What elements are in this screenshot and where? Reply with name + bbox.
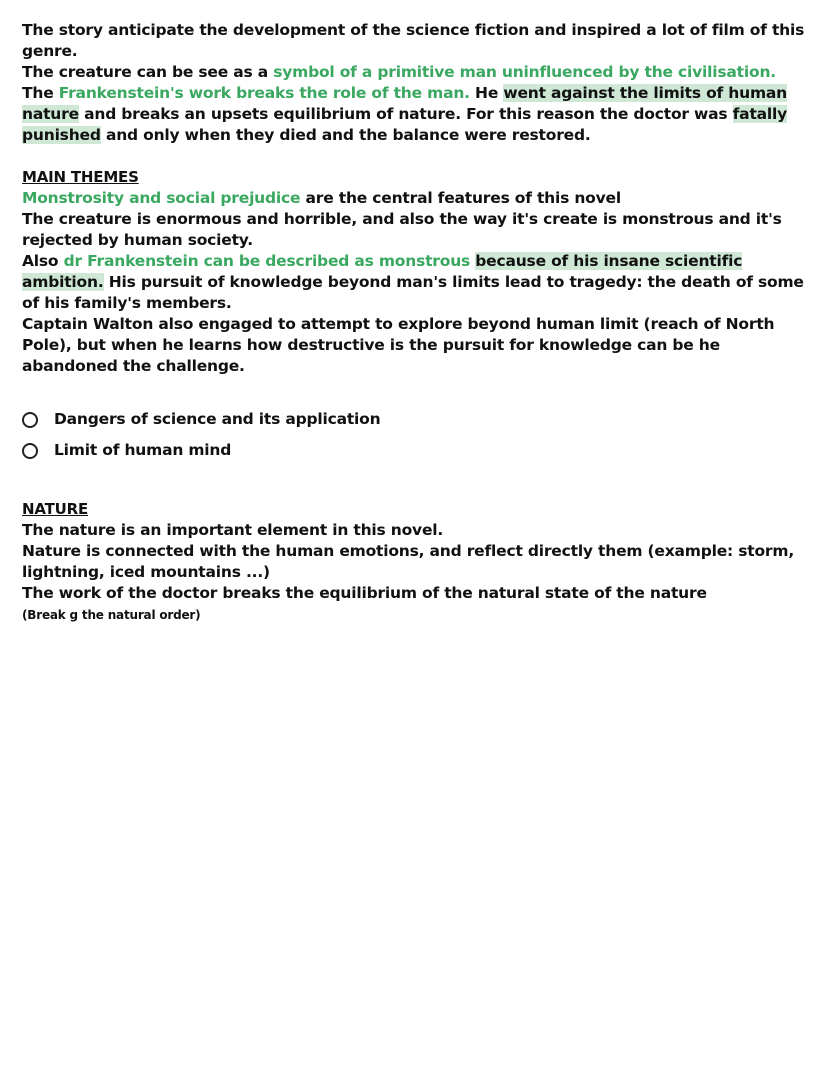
intro-paragraph bbox=[22, 20, 812, 146]
intro-line-3-he: He bbox=[469, 84, 504, 102]
list-item[interactable] bbox=[22, 435, 812, 466]
radio-circle-icon[interactable] bbox=[22, 412, 38, 428]
nature-line-2: Nature is connected with the human emotions, and reflect directly them (example: storm, lightning, iced mountains ...) bbox=[22, 542, 795, 581]
themes-pursuit: His pursuit of knowledge beyond man's limits lead to tragedy: the death of some of his family's members. bbox=[22, 273, 804, 312]
radio-circle-icon[interactable] bbox=[22, 443, 38, 459]
intro-line-3-text: The bbox=[22, 84, 59, 102]
list-item-label: Dangers of science and its application bbox=[54, 410, 381, 428]
intro-line-2-text: The creature can be see as a bbox=[22, 63, 274, 81]
nature-note: (Break g the natural order) bbox=[22, 608, 201, 622]
nature-line-1: The nature is an important element in this novel. bbox=[22, 521, 444, 539]
list-item-label: Limit of human mind bbox=[54, 441, 232, 459]
intro-line-3-body: and breaks an upsets equilibrium of nature. For this reason the doctor was bbox=[78, 105, 733, 123]
themes-green-lead: Monstrosity and social prejudice bbox=[22, 189, 301, 207]
notes-page bbox=[22, 20, 812, 625]
themes-also: Also bbox=[22, 252, 64, 270]
intro-line-2-green: symbol of a primitive man uninfluenced by the civilisation. bbox=[273, 63, 776, 81]
themes-lead-rest: are the central features of this novel bbox=[300, 189, 621, 207]
themes-highlight-ambition: because of his insane scientific ambition. bbox=[22, 252, 743, 291]
intro-highlight-limits: went against the limits of human nature bbox=[22, 84, 787, 123]
intro-line-3-end: and only when they died and the balance were restored. bbox=[100, 126, 591, 144]
themes-green-doctor: dr Frankenstein can be described as monstrous bbox=[63, 252, 471, 270]
spacer bbox=[22, 146, 812, 167]
main-themes-heading: MAIN THEMES bbox=[22, 168, 139, 186]
main-themes-paragraph bbox=[22, 188, 812, 377]
nature-paragraph bbox=[22, 520, 812, 625]
spacer bbox=[22, 466, 812, 499]
intro-line-1: The story anticipate the development of the science fiction and inspired a lot of film of this genre. bbox=[22, 21, 805, 60]
intro-highlight-punished: fatally punished bbox=[22, 105, 788, 144]
theme-checklist bbox=[22, 404, 812, 466]
list-item[interactable] bbox=[22, 404, 812, 435]
spacer bbox=[22, 377, 812, 404]
nature-line-3: The work of the doctor breaks the equilibrium of the natural state of the nature bbox=[22, 584, 707, 602]
nature-heading: NATURE bbox=[22, 500, 89, 518]
intro-line-3-green: Frankenstein's work breaks the role of the man. bbox=[58, 84, 470, 102]
themes-creature-line: The creature is enormous and horrible, and also the way it's create is monstrous and it's rejected by human society. bbox=[22, 210, 782, 249]
themes-walton: Captain Walton also engaged to attempt to explore beyond human limit (reach of North Pole), but when he learns how destructive is the pursuit for knowledge can be he abandoned the challenge. bbox=[22, 315, 775, 375]
